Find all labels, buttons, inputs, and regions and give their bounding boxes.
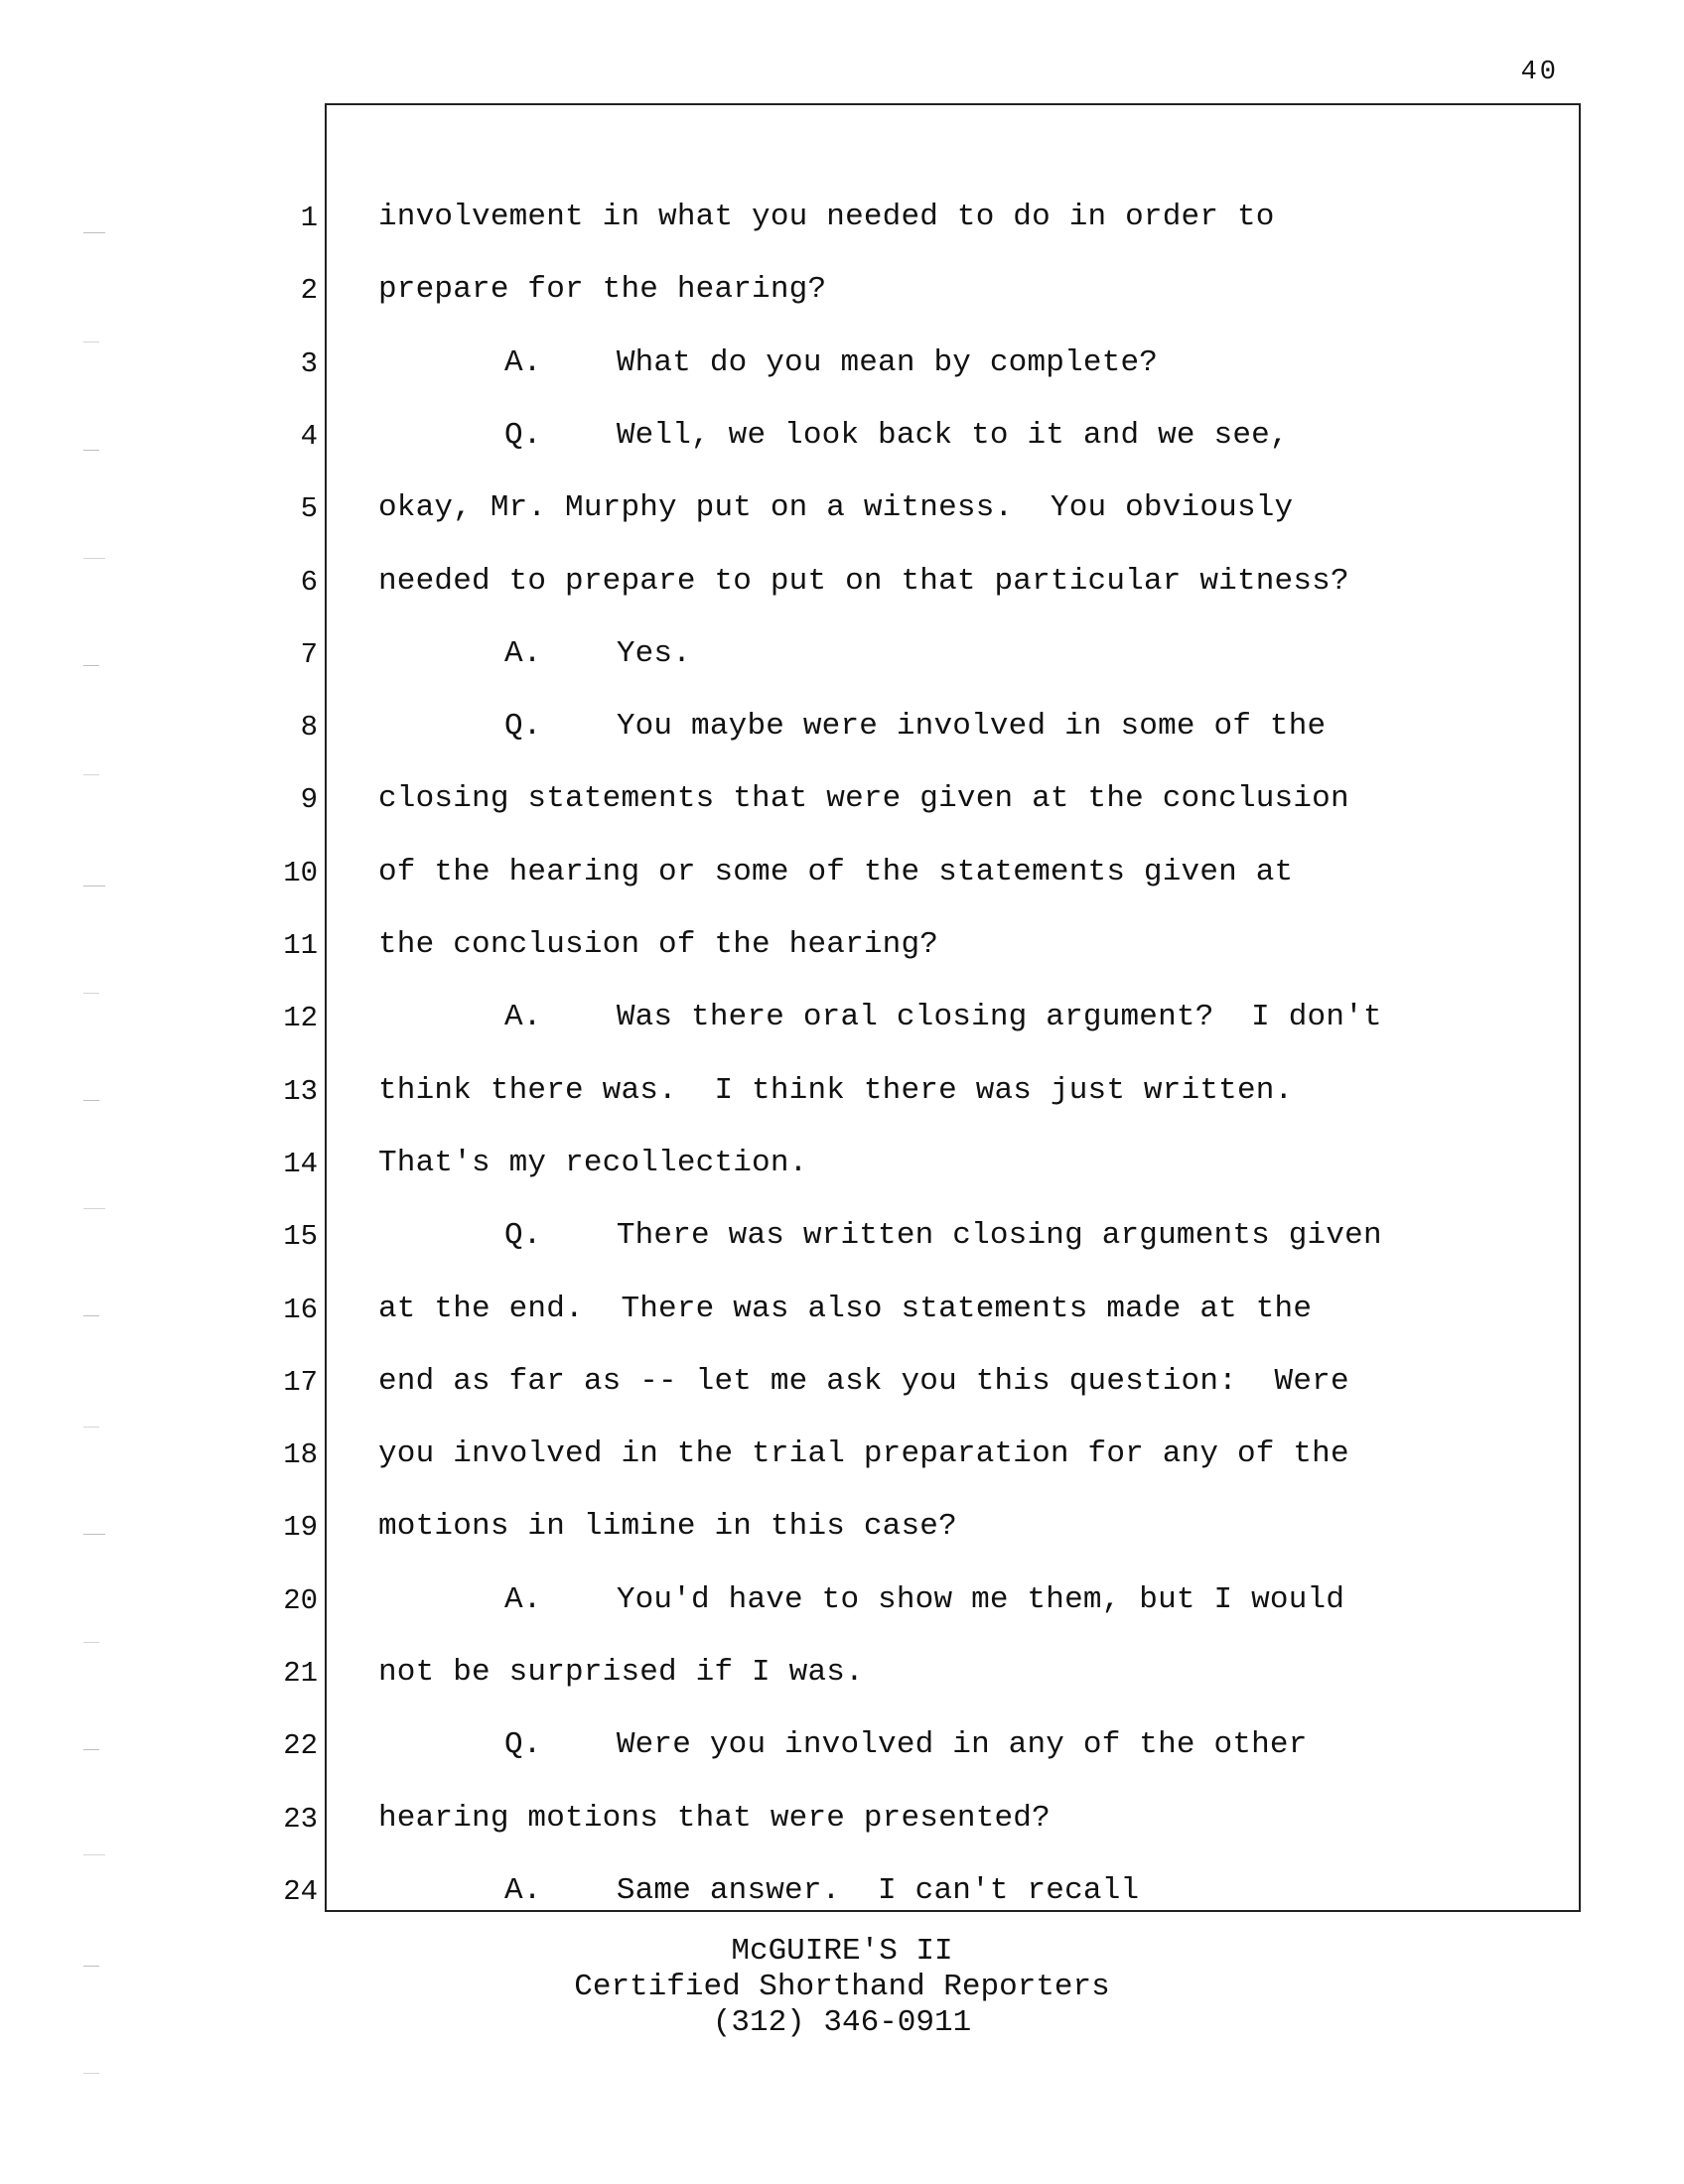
- line-number: 6: [300, 566, 318, 599]
- line-number: 16: [283, 1294, 318, 1326]
- reporter-phone: (312) 346-0911: [712, 2005, 972, 2040]
- transcript-line: Q. Were you involved in any of the other: [504, 1727, 1308, 1762]
- margin-mark: [83, 1749, 99, 1750]
- margin-mark: [83, 1966, 99, 1967]
- margin-mark: [83, 1534, 105, 1535]
- reporter-description: Certified Shorthand Reporters: [574, 1970, 1110, 2004]
- transcript-line: Q. Well, we look back to it and we see,: [504, 418, 1289, 453]
- transcript-line: Q. You maybe were involved in some of the: [504, 709, 1327, 744]
- transcript-line: A. Same answer. I can't recall: [504, 1873, 1140, 1908]
- margin-mark: [83, 993, 99, 994]
- transcript-line: A. Yes.: [504, 636, 692, 671]
- margin-mark: [83, 2073, 99, 2074]
- transcript-line: motions in limine in this case?: [378, 1509, 957, 1544]
- line-number: 24: [283, 1875, 318, 1908]
- margin-mark: [83, 1427, 99, 1428]
- line-number: 2: [300, 274, 318, 307]
- page-number: 40: [1520, 58, 1559, 87]
- line-number: 13: [283, 1075, 318, 1108]
- line-number: 22: [283, 1729, 318, 1762]
- transcript-line: okay, Mr. Murphy put on a witness. You obviously: [378, 490, 1294, 525]
- transcript-line: involvement in what you needed to do in order to: [378, 200, 1275, 234]
- reporter-company: McGUIRE'S II: [731, 1934, 953, 1969]
- line-number: 4: [300, 420, 318, 453]
- transcript-line: at the end. There was also statements made at the: [378, 1292, 1313, 1326]
- line-number: 5: [300, 492, 318, 525]
- footer: [0, 1934, 1684, 2041]
- margin-mark: [83, 886, 105, 887]
- transcript-line: end as far as -- let me ask you this question: Were: [378, 1364, 1349, 1399]
- line-number: 18: [283, 1438, 318, 1471]
- margin-mark: [83, 232, 105, 233]
- line-number: 11: [283, 929, 318, 962]
- line-number: 21: [283, 1657, 318, 1690]
- line-number: 8: [300, 711, 318, 744]
- transcript-line: needed to prepare to put on that particular witness?: [378, 564, 1349, 599]
- transcript-line: A. Was there oral closing argument? I don't: [504, 1000, 1382, 1034]
- line-number: 17: [283, 1366, 318, 1399]
- margin-mark: [83, 1208, 105, 1209]
- transcript-line: not be surprised if I was.: [378, 1655, 864, 1690]
- line-number: 7: [300, 638, 318, 671]
- margin-mark: [83, 1100, 99, 1101]
- line-number: 23: [283, 1803, 318, 1836]
- line-number: 14: [283, 1148, 318, 1180]
- margin-mark: [83, 450, 99, 451]
- margin-mark: [83, 341, 99, 342]
- transcript-line: That's my recollection.: [378, 1146, 808, 1180]
- transcript-line: A. What do you mean by complete?: [504, 345, 1159, 380]
- line-number: 20: [283, 1584, 318, 1617]
- transcript-line: hearing motions that were presented?: [378, 1801, 1051, 1836]
- margin-mark: [83, 1642, 99, 1643]
- margin-mark: [83, 774, 99, 775]
- margin-mark: [83, 1854, 105, 1855]
- transcript-line: Q. There was written closing arguments given: [504, 1218, 1382, 1253]
- transcript-line: of the hearing or some of the statements given at: [378, 855, 1294, 889]
- transcript-line: you involved in the trial preparation for any of the: [378, 1436, 1349, 1471]
- line-number: 19: [283, 1511, 318, 1544]
- line-number: 3: [300, 347, 318, 380]
- transcript-line: think there was. I think there was just written.: [378, 1073, 1294, 1108]
- line-number: 10: [283, 857, 318, 889]
- margin-mark: [83, 665, 99, 666]
- margin-mark: [83, 1315, 99, 1316]
- transcript-line: the conclusion of the hearing?: [378, 927, 939, 962]
- transcript-line: prepare for the hearing?: [378, 272, 827, 307]
- line-number: 9: [300, 783, 318, 816]
- margin-mark: [83, 558, 105, 559]
- line-number: 12: [283, 1002, 318, 1034]
- transcript-line: A. You'd have to show me them, but I would: [504, 1582, 1345, 1617]
- line-number: 1: [300, 202, 318, 234]
- line-number: 15: [283, 1220, 318, 1253]
- transcript-line: closing statements that were given at the conclusion: [378, 781, 1349, 816]
